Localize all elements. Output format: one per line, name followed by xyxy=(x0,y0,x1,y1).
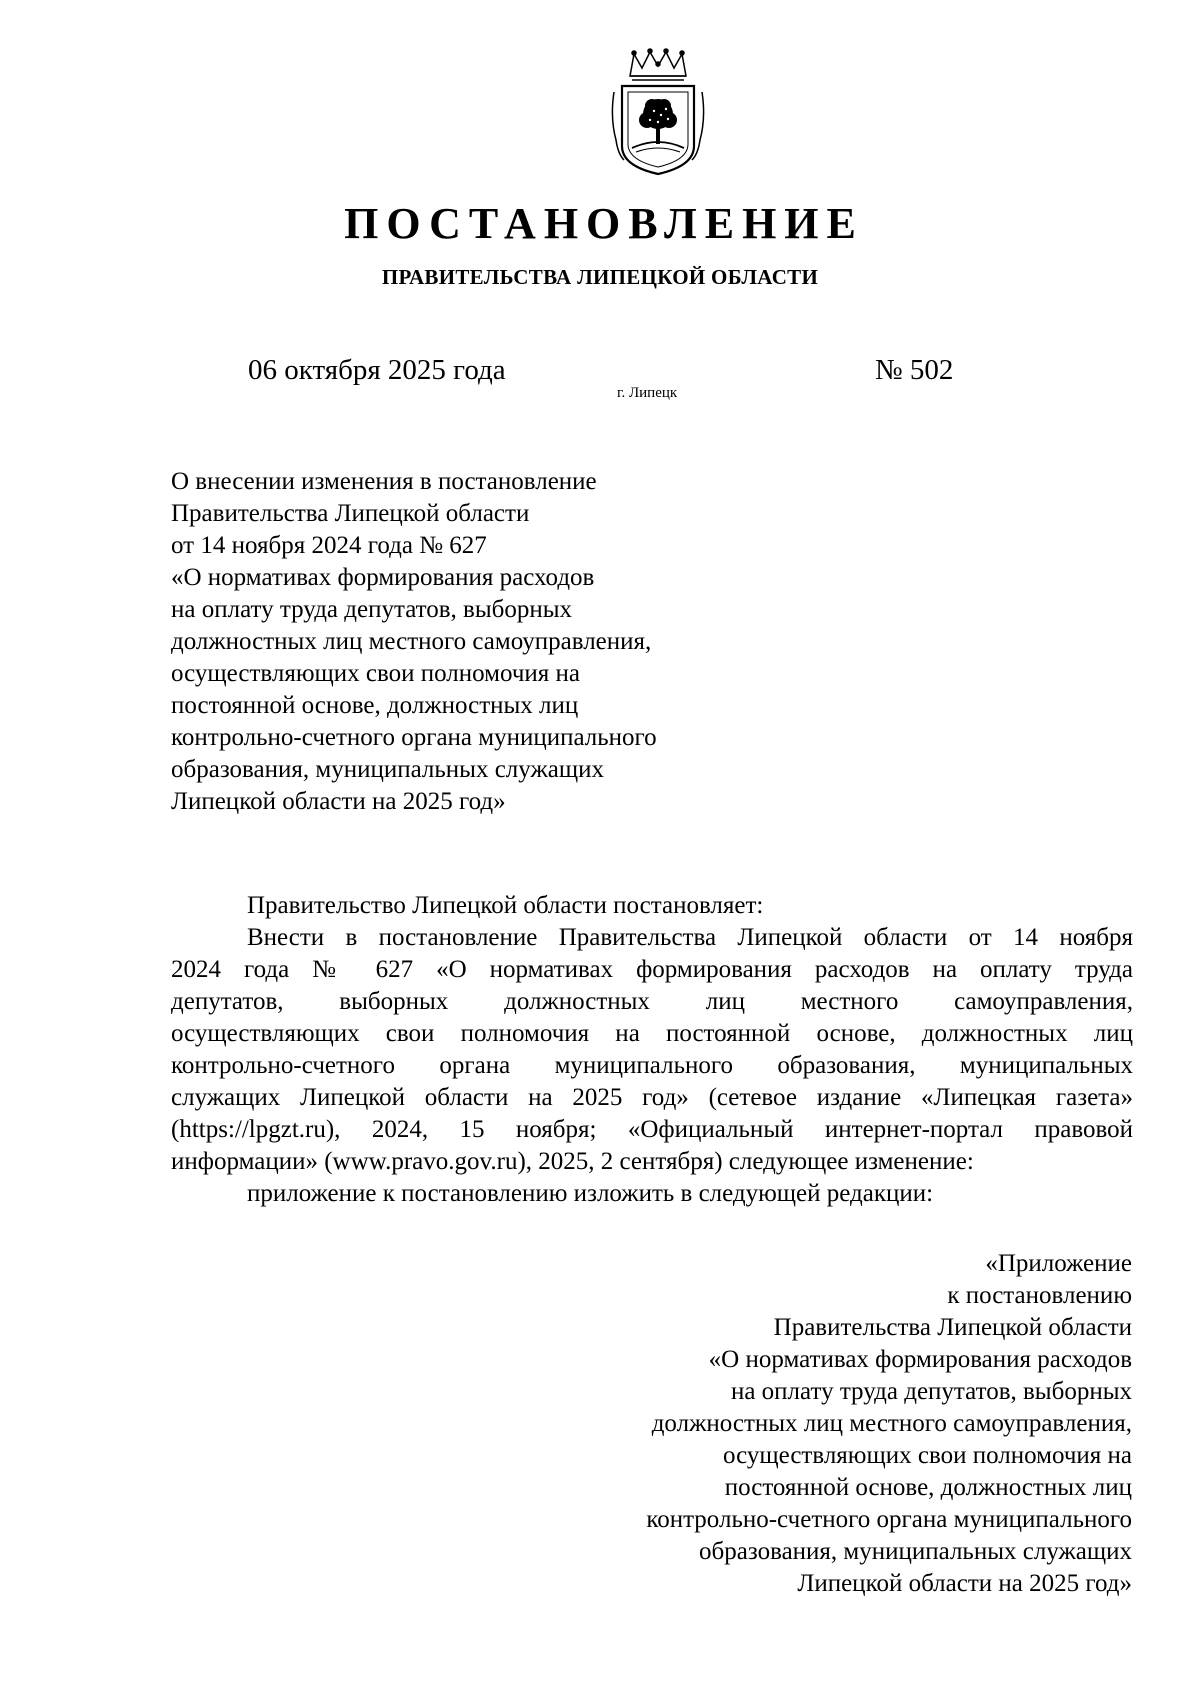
body-line: контрольно-счетного органа муниципального образования, муниципальных xyxy=(171,1052,1133,1079)
appendix-line: на оплату труда депутатов, выборных xyxy=(730,1378,1132,1405)
subject-line: образования, муниципальных служащих xyxy=(171,756,604,783)
body-line: осуществляющих свои полномочия на постоянной основе, должностных лиц xyxy=(171,1020,1133,1047)
document-body xyxy=(171,890,1133,1210)
appendix-line: Правительства Липецкой области xyxy=(773,1314,1132,1341)
document-number: № 502 xyxy=(875,354,954,386)
body-line: Внести в постановление Правительства Липецкой области от 14 ноября xyxy=(247,924,1133,951)
coat-of-arms-emblem xyxy=(608,48,708,178)
subject-line: О внесении изменения в постановление xyxy=(171,468,597,495)
subject-line: «О нормативах формирования расходов xyxy=(171,564,595,591)
appendix-line: к постановлению xyxy=(947,1282,1132,1309)
subject-line: Липецкой области на 2025 год» xyxy=(171,788,506,815)
body-line: информации» (www.pravo.gov.ru), 2025, 2 сентября) следующее изменение: xyxy=(171,1148,974,1175)
appendix-line: Липецкой области на 2025 год» xyxy=(797,1570,1132,1597)
subject-line: от 14 ноября 2024 года № 627 xyxy=(171,532,487,559)
subject-line: осуществляющих свои полномочия на xyxy=(171,660,581,687)
appendix-line: образования, муниципальных служащих xyxy=(699,1538,1132,1565)
document-title: ПОСТАНОВЛЕНИЕ xyxy=(344,199,864,248)
document-issuer: ПРАВИТЕЛЬСТВА ЛИПЕЦКОЙ ОБЛАСТИ xyxy=(381,265,819,289)
body-line: депутатов, выборных должностных лиц местного самоуправления, xyxy=(171,988,1133,1015)
appendix-line: «О нормативах формирования расходов xyxy=(708,1346,1132,1373)
appendix-line: осуществляющих свои полномочия на xyxy=(722,1442,1132,1469)
appendix-line: «Приложение xyxy=(985,1250,1132,1277)
document-date: 06 октября 2025 года xyxy=(248,354,506,386)
subject-line: должностных лиц местного самоуправления, xyxy=(171,628,652,655)
body-line: (https://lpgzt.ru), 2024, 15 ноября; «Официальный интернет-портал правовой xyxy=(171,1116,1133,1143)
subject-line: постоянной основе, должностных лиц xyxy=(171,692,579,719)
document-city: г. Липецк xyxy=(617,385,678,401)
appendix-line: контрольно-счетного органа муниципального xyxy=(646,1506,1132,1533)
body-intro: Правительство Липецкой области постановляет: xyxy=(247,892,764,919)
body-main-paragraph xyxy=(171,922,1133,1178)
appendix-header xyxy=(646,1248,1132,1600)
appendix-line: должностных лиц местного самоуправления, xyxy=(651,1410,1132,1437)
appendix-line: постоянной основе, должностных лиц xyxy=(724,1474,1132,1501)
body-closing: приложение к постановлению изложить в следующей редакции: xyxy=(247,1180,934,1207)
subject-line: контрольно-счетного органа муниципального xyxy=(171,724,657,751)
body-line: 2024 года № 627 «О нормативах формирования расходов на оплату труда xyxy=(171,956,1133,983)
body-line: служащих Липецкой области на 2025 год» (сетевое издание «Липецкая газета» xyxy=(171,1084,1133,1111)
subject-line: Правительства Липецкой области xyxy=(171,500,530,527)
subject-line: на оплату труда депутатов, выборных xyxy=(171,596,573,623)
document-subject xyxy=(171,466,657,818)
